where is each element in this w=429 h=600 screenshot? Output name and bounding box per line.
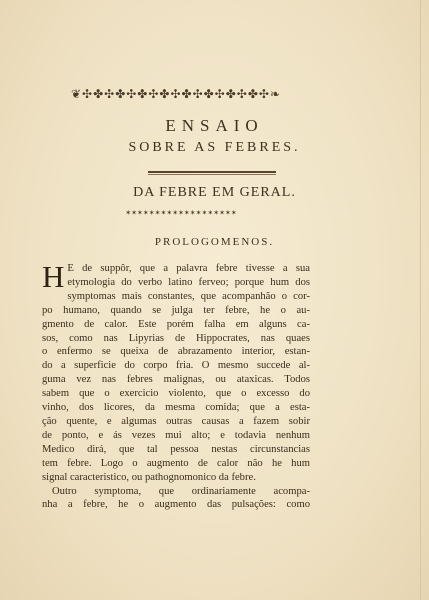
header-ornament: ❦✣✤✣✤✣✤✣✤✣✤✣✤✣✤✣✤✣❧ — [70, 87, 282, 101]
text-line: de ponto, e ás vezes mui alto; e todavia nenhum — [42, 429, 310, 441]
text-line: symptomas mais constantes, que acompanhão o cor- — [67, 290, 310, 302]
text-line: Medico dirá, que tal pessoa nestas circunstancias — [42, 443, 310, 455]
page-title: ENSAIO — [165, 116, 264, 135]
text-line: nha a febre, he o augmento das pulsações: como — [42, 499, 310, 511]
text-line: signal caracteristico, ou pathognomonico da febre. — [42, 471, 256, 483]
text-line: sabem que o exercicio violento, que o excesso do — [42, 388, 310, 400]
text-line: etymologia do verbo latino ferveo; porque hum dos — [67, 276, 310, 288]
section-heading: DA FEBRE EM GERAL. — [133, 185, 296, 200]
prologue-heading: PROLOGOMENOS. — [154, 236, 275, 248]
star-ornament: ✶✶✶✶✶✶✶✶✶✶✶✶✶✶✶✶✶✶✶ — [125, 209, 237, 217]
drop-cap: H — [42, 259, 65, 294]
text-line: Outro symptoma, que ordinariamente acompa- — [52, 485, 310, 497]
text-line: do a superficie do corpo fria. O mesmo succede al- — [42, 360, 310, 372]
text-line: tem febre. Logo o augmento de calor não he hum — [42, 457, 310, 469]
text-line: E de suppôr, que a palavra febre tivesse a sua — [67, 263, 310, 274]
body-text — [42, 259, 310, 512]
text-line: ção quente, e algumas outras causas a fazem sobir — [42, 415, 310, 427]
text-line: gmento de calor. Este porém falha em alguns ca- — [42, 318, 310, 330]
text-line: vinho, dos licores, da mesma comida; que a esta- — [42, 402, 310, 414]
text-line: sos, como nas Lipyrias de Hippocrates, nas quaes — [42, 332, 310, 344]
divider-rule — [148, 171, 276, 173]
text-line: guma vez nas febres malignas, ou ataxicas. Todos — [42, 374, 310, 386]
text-line: o enfermo se queixa de abrazamento interior, estan- — [42, 346, 310, 358]
page-edge — [420, 0, 421, 600]
text-line: po humano, quando se julga ter febre, he o au- — [42, 304, 310, 316]
page-subtitle: SOBRE AS FEBRES. — [128, 140, 301, 155]
